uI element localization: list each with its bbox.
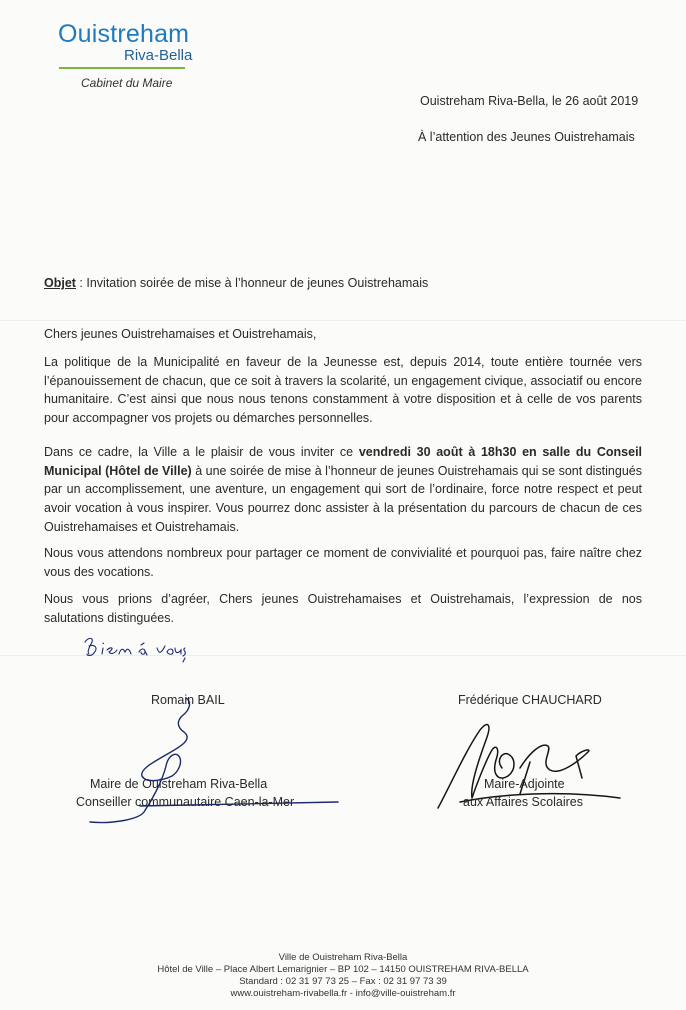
ouistreham-logo bbox=[58, 20, 208, 80]
paragraph-2 bbox=[44, 443, 642, 537]
attention-line: À l’attention des Jeunes Ouistrehamais bbox=[418, 130, 635, 144]
footer-line-1: Ville de Ouistreham Riva-Bella bbox=[278, 952, 408, 963]
greeting: Chers jeunes Ouistrehamaises et Ouistrehamais, bbox=[44, 327, 317, 341]
footer-line-2: Hôtel de Ville – Place Albert Lemarignier – BP 102 – 14150 OUISTREHAM RIVA-BELLA bbox=[157, 964, 529, 975]
paragraph-2-after: à une soirée de mise à l’honneur de jeunes Ouistrehamais qui se sont distingués par un accomplissement, une aventure, un engagement qui sort de l’ordinaire, force notre respect et peut avoir vocation à vous inspirer. Vous pourrez donc assister à la présentation du parcours de chacun de ces Ouistrehamaises et Ouistrehamais. bbox=[44, 463, 642, 534]
paragraph-3: Nous vous attendons nombreux pour partager ce moment de convivialité et pourquoi pas, faire naître chez vous des vocations. bbox=[44, 546, 642, 579]
footer-line-4: www.ouistreham-rivabella.fr - info@ville-ouistreham.fr bbox=[230, 988, 456, 999]
right-signatory-role-1: Maire-Adjointe bbox=[484, 777, 565, 791]
subject-text: Invitation soirée de mise à l’honneur de jeunes Ouistrehamais bbox=[86, 276, 429, 290]
footer-line-3: Standard : 02 31 97 73 25 – Fax : 02 31 97 73 39 bbox=[239, 976, 447, 987]
subject-separator: : bbox=[75, 276, 87, 290]
handwritten-note bbox=[81, 632, 191, 664]
paragraph-2-event-details: vendredi 30 août à 18h30 en salle du Conseil Municipal (Hôtel de Ville) bbox=[44, 445, 643, 478]
left-signatory-role-2: Conseiller communautaire Caen-la-Mer bbox=[76, 795, 295, 809]
subject-label: Objet bbox=[44, 276, 76, 290]
logo-sub-text: Riva-Bella bbox=[124, 47, 193, 64]
left-signature bbox=[80, 690, 350, 830]
date-line: Ouistreham Riva-Bella, le 26 août 2019 bbox=[420, 94, 639, 108]
paper-fold bbox=[0, 320, 686, 321]
paragraph-4: Nous vous prions d’agréer, Chers jeunes Ouistrehamaises et Ouistrehamais, l’expression de nos salutations distinguées. bbox=[44, 592, 642, 625]
left-signatory-name: Romain BAIL bbox=[151, 693, 225, 707]
logo-main-text: Ouistreham bbox=[58, 20, 190, 48]
logo-underline bbox=[59, 67, 185, 69]
left-signatory-role-1: Maire de Ouistreham Riva-Bella bbox=[90, 777, 268, 791]
paragraph-2-before: Dans ce cadre, la Ville a le plaisir de vous inviter ce bbox=[44, 445, 359, 459]
right-signatory-name: Frédérique CHAUCHARD bbox=[458, 693, 602, 707]
subject-line bbox=[44, 276, 428, 290]
cabinet-label: Cabinet du Maire bbox=[81, 76, 173, 90]
paragraph-1: La politique de la Municipalité en faveur de la Jeunesse est, depuis 2014, toute entière tournée vers l’épanouissement de chacun, que ce soit à travers la scolarité, un engagement civique, associatif ou encore humanitaire. C’est ainsi que nous nous tenons constamment à votre disposition et à celle de vos parents pour accompagner vos projets ou démarches personnelles. bbox=[44, 355, 642, 426]
right-signatory-role-2: aux Affaires Scolaires bbox=[463, 795, 583, 809]
